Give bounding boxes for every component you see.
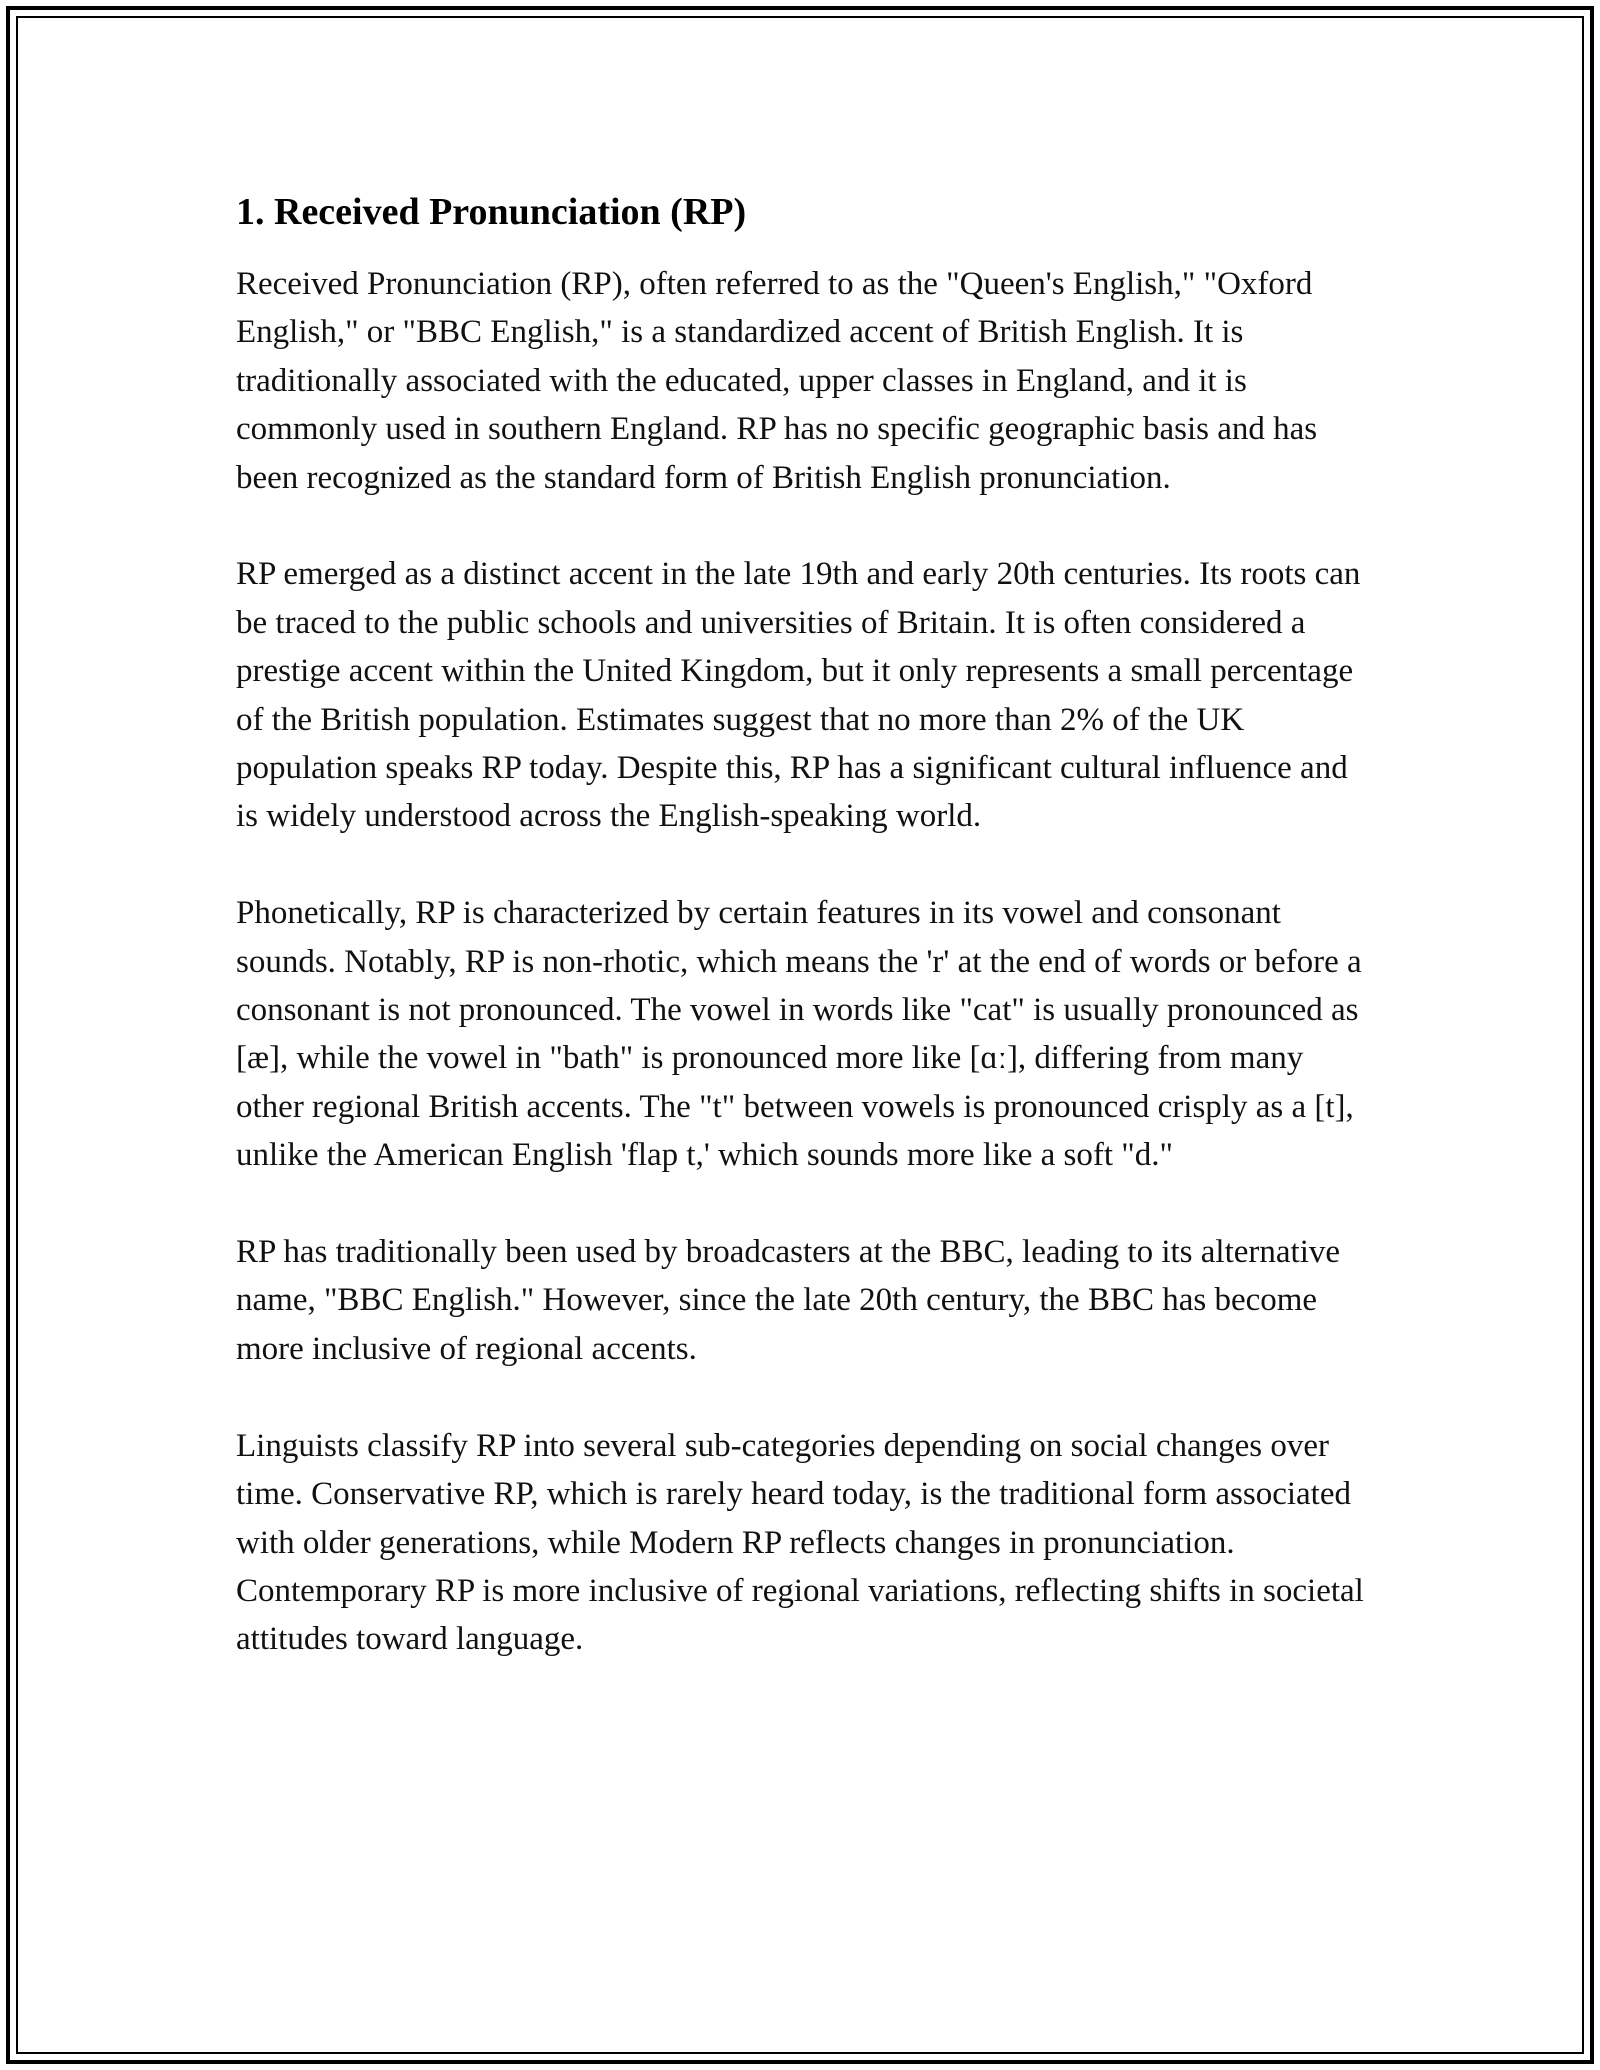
- document-body: [236, 186, 1366, 1664]
- paragraph-phonetics: Phonetically, RP is characterized by certain features in its vowel and consonant sounds. Notably, RP is non-rhotic, which means the 'r' at the end of words or before a consonant is not pronounced. The vowel in words like "cat" is usually pronounced as [æ], while the vowel in "bath" is pronounced more like [ɑː], differing from many other regional British accents. The "t" between vowels is pronounced crisply as a [t], unlike the American English 'flap t,' which sounds more like a soft "d.": [236, 895, 1362, 1174]
- paragraph-subcategories: Linguists classify RP into several sub-categories depending on social changes over time. Conservative RP, which is rarely heard today, is the traditional form associated with older generations, while Modern RP reflects changes in pronunciation. Contemporary RP is more inclusive of regional variations, reflecting shifts in societal attitudes toward language.: [236, 1427, 1364, 1658]
- paragraph-history: RP emerged as a distinct accent in the late 19th and early 20th centuries. Its roots can be traced to the public schools and universities of Britain. It is often considered a prestige accent within the United Kingdom, but it only represents a small percentage of the British population. Estimates suggest that no more than 2% of the UK population speaks RP today. Despite this, RP has a significant cultural influence and is widely understood across the English-speaking world.: [236, 556, 1361, 835]
- section-heading: 1. Received Pronunciation (RP): [236, 191, 747, 233]
- paragraph-intro: Received Pronunciation (RP), often referred to as the "Queen's English," "Oxford English," or "BBC English," is a standardized accent of British English. It is traditionally associated with the educated, upper classes in England, and it is commonly used in southern England. RP has no specific geographic basis and has been recognized as the standard form of British English pronunciation.: [236, 266, 1318, 496]
- paragraph-bbc: RP has traditionally been used by broadcasters at the BBC, leading to its alternative name, "BBC English." However, since the late 20th century, the BBC has become more inclusive of regional accents.: [236, 1234, 1341, 1367]
